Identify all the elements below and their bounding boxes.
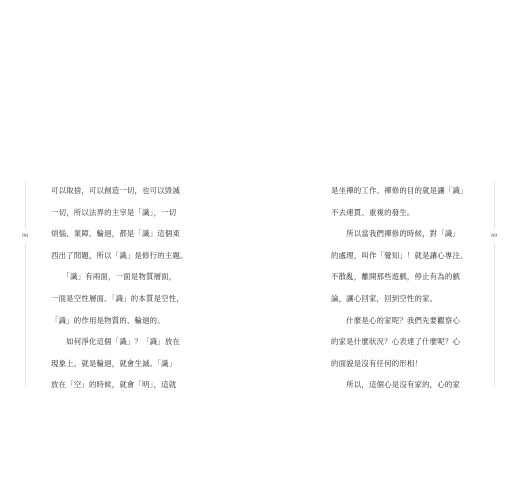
text-line: 的家是什麼狀況？心表達了什麼呢？心 (331, 337, 461, 347)
text-line: 放在「空」的時候，就會「明」，這就 (51, 380, 177, 390)
text-line: 煩惱、業障、輪迴，都是「識」這個東 (51, 229, 181, 239)
text-line: 「識」的作用是物質的、輪迴的。 (51, 315, 165, 325)
text-line: 的面貌是沒有任何的形相！ (331, 358, 423, 368)
text-line: 論，讓心回家，回到空性的家。 (331, 293, 438, 303)
text-line: 現象上，就是輪迴，就會生滅。「識」 (51, 358, 177, 368)
text-line: 不散亂，離開那些遊戲，停止有為的戲 (331, 272, 461, 282)
text-line: 可以取捨，可以創造一切，也可以毀滅 (51, 186, 181, 195)
left-page (0, 168, 260, 398)
text-line: 一切，所以法界的主宰是「識」，一切 (51, 207, 177, 217)
right-page (260, 168, 520, 398)
text-line: 是坐禪的工作。禪修的目的就是讓「識」 (331, 186, 468, 195)
right-page-text (331, 180, 476, 396)
text-line: 不去連貫、重複的發生。 (331, 207, 415, 217)
text-line: 的處理，叫作「覺知」！就是讓心專注、 (331, 250, 468, 260)
text-line: 所以，這個心是沒有家的，心的家 (331, 380, 461, 390)
text-line: 西出了問題，所以「識」是修行的主題。 (51, 250, 188, 260)
text-line: 一面是空性層面。「識」的本質是空性， (51, 293, 184, 303)
left-page-text (51, 180, 196, 396)
text-line: 所以當我們禪修的時候，對「識」 (331, 229, 461, 239)
right-page-number: 99 (487, 229, 501, 243)
left-page-number: 98 (18, 229, 32, 243)
text-line: 「識」有兩面，一面是物質層面， (51, 272, 177, 282)
text-line: 什麼是心的家呢？我們先要觀察心 (331, 315, 461, 325)
text-line: 如何淨化這個「識」？「識」放在 (51, 337, 181, 347)
